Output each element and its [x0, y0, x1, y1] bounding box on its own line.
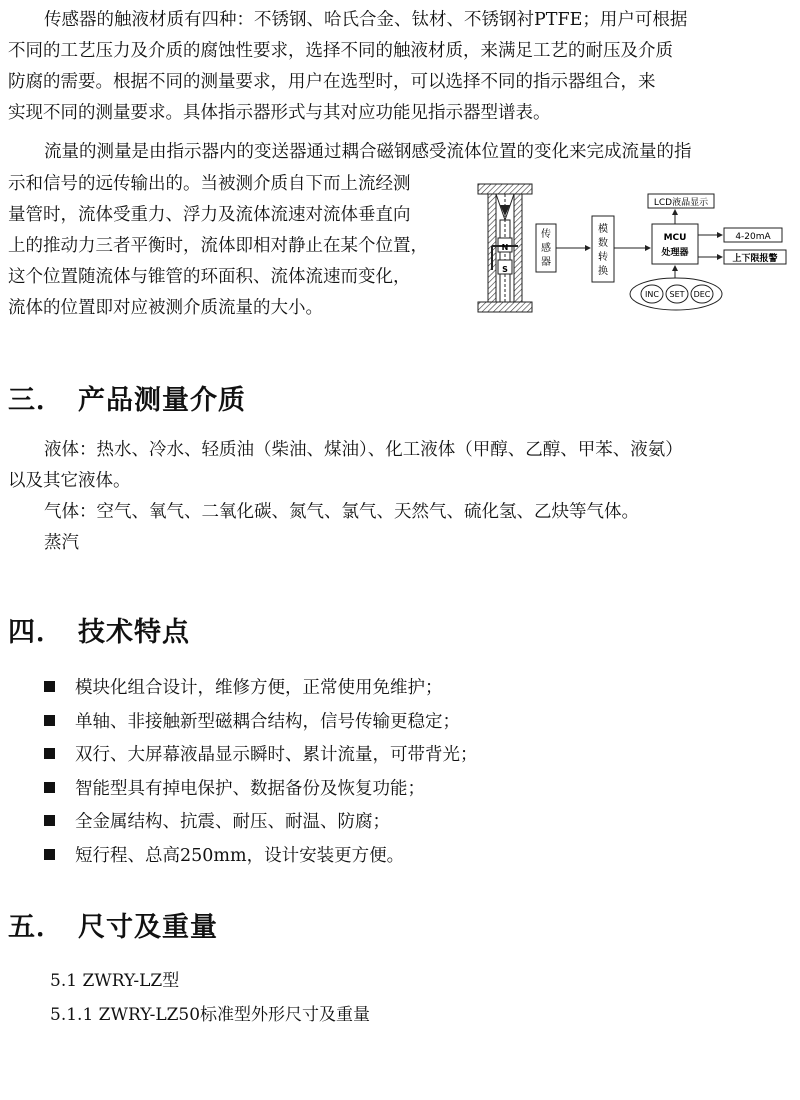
intro-p2-line: 量管时，流体受重力、浮力及流体流速对流体垂直向	[8, 205, 411, 225]
intro-p2-line: 流量的测量是由指示器内的变送器通过耦合磁钢感受流体位置的变化来完成流量的指	[44, 142, 692, 162]
liquid-line: 以及其它液体。	[8, 471, 131, 491]
section-4-number: 四．	[8, 617, 64, 648]
bullet-square-icon	[44, 748, 55, 759]
intro-p1-line: 防腐的需要。根据不同的测量要求，用户在选型时，可以选择不同的指示器组合，来	[8, 72, 656, 92]
list-item: 双行、大屏幕液晶显示瞬时、累计流量，可带背光；	[44, 739, 478, 773]
inc-key-label: INC	[645, 290, 659, 299]
bullet-square-icon	[44, 715, 55, 726]
section-3-heading	[8, 378, 246, 417]
mcu-box	[652, 224, 698, 264]
intro-p2-line: 示和信号的远传输出的。当被测介质自下而上流经测	[8, 174, 411, 194]
mcu-label: MCU	[663, 233, 687, 243]
bullet-square-icon	[44, 782, 55, 793]
flow-meter-block-diagram	[472, 180, 794, 330]
intro-p1-line: 不同的工艺压力及介质的腐蚀性要求，选择不同的触液材质，来满足工艺的耐压及介质	[8, 41, 673, 61]
intro-p1-line: 传感器的触液材质有四种：不锈钢、哈氏合金、钛材、不锈钢衬PTFE；用户可根据	[44, 10, 688, 30]
section-4-title: 技术特点	[78, 617, 190, 648]
list-item: 单轴、非接触新型磁耦合结构，信号传输更稳定；	[44, 706, 478, 740]
adc-label: 数	[598, 238, 608, 249]
section-3-body	[8, 435, 786, 559]
subsection-5-1-1: 5.1.1 ZWRY-LZ50标准型外形尺寸及重量	[50, 1005, 371, 1025]
set-key-label: SET	[669, 290, 685, 299]
steam-line: 蒸汽	[44, 533, 79, 553]
gas-line: 气体：空气、氧气、二氧化碳、氮气、氯气、天然气、硫化氢、乙炔等气体。	[44, 502, 639, 522]
section-4-heading	[8, 610, 190, 649]
intro-paragraph-2-start	[8, 137, 786, 168]
list-item: 全金属结构、抗震、耐压、耐温、防腐；	[44, 806, 478, 840]
intro-p1-line: 实现不同的测量要求。具体指示器形式与其对应功能见指示器型谱表。	[8, 103, 551, 123]
sensor-label: 感	[541, 243, 551, 254]
intro-paragraph-2-wrap	[8, 169, 478, 324]
list-item: 短行程、总高250mm，设计安装更方便。	[44, 840, 478, 874]
list-item: 智能型具有掉电保护、数据备份及恢复功能；	[44, 773, 478, 807]
adc-label: 模	[598, 224, 608, 235]
bullet-square-icon	[44, 815, 55, 826]
section-3-number: 三．	[8, 385, 64, 416]
sensor-label: 器	[541, 257, 551, 268]
liquid-line: 液体：热水、冷水、轻质油（柴油、煤油）、化工液体（甲醇、乙醇、甲苯、液氨）	[44, 440, 683, 460]
sensor-label: 传	[541, 229, 551, 240]
section-3-title: 产品测量介质	[78, 385, 246, 416]
adc-label: 换	[598, 266, 608, 277]
dec-key-label: DEC	[693, 290, 711, 299]
subsection-5-1: 5.1 ZWRY-LZ型	[50, 971, 180, 991]
bullet-square-icon	[44, 681, 55, 692]
magnet-south-label: S	[502, 265, 508, 274]
feature-list	[44, 672, 478, 874]
intro-p2-line: 这个位置随流体与锥管的环面积、流体流速而变化，	[8, 267, 411, 287]
alarm-label: 上下限报警	[732, 254, 778, 264]
intro-p2-line: 上的推动力三者平衡时，流体即相对静止在某个位置，	[8, 236, 428, 256]
bullet-square-icon	[44, 849, 55, 860]
section-5-heading	[8, 905, 218, 944]
section-5-number: 五．	[8, 912, 64, 943]
list-item: 模块化组合设计，维修方便，正常使用免维护；	[44, 672, 478, 706]
magnet-north-label: N	[501, 243, 509, 252]
section-5-title: 尺寸及重量	[78, 912, 218, 943]
output-label: 4-20mA	[735, 232, 771, 242]
intro-p2-line: 流体的位置即对应被测介质流量的大小。	[8, 298, 323, 318]
intro-paragraph-1	[8, 5, 786, 129]
mcu-label: 处理器	[661, 248, 689, 258]
adc-label: 转	[598, 252, 608, 263]
lcd-label: LCD液晶显示	[653, 198, 709, 208]
